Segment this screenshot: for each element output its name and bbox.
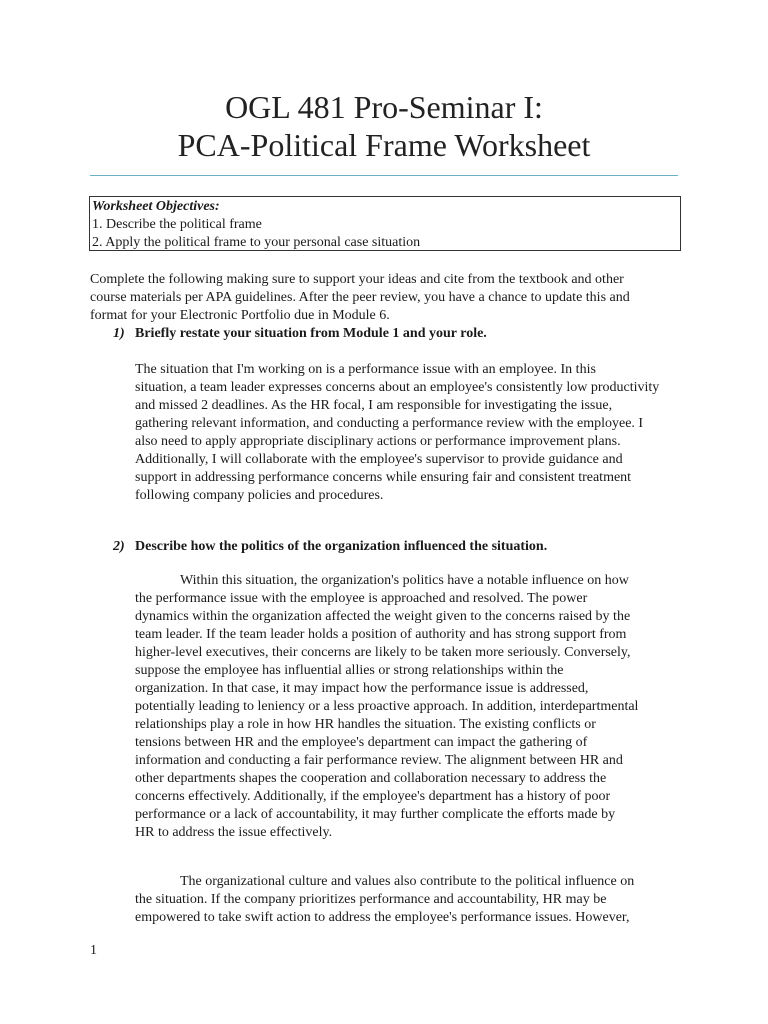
answer-line: following company policies and procedures. — [135, 488, 384, 503]
question-text: Describe how the politics of the organization influenced the situation. — [135, 539, 548, 554]
answer-line: other departments shapes the cooperation and collaboration necessary to address the — [135, 771, 607, 786]
question-text: Briefly restate your situation from Module 1 and your role. — [135, 326, 487, 341]
answer-line: dynamics within the organization affected the weight given to the concerns raised by the — [135, 609, 631, 624]
intro-line: Complete the following making sure to support your ideas and cite from the textbook and other — [90, 272, 624, 287]
answer-line: tensions between HR and the employee's department can impact the gathering of — [135, 735, 588, 750]
intro-line: course materials per APA guidelines. After the peer review, you have a chance to update this and — [90, 290, 630, 305]
question-number: 1) — [113, 326, 125, 341]
answer-line: also need to apply appropriate disciplinary actions or performance improvement plans. — [135, 434, 621, 449]
answer-line: The situation that I'm working on is a performance issue with an employee. In this — [135, 362, 596, 377]
intro-paragraph — [90, 271, 690, 325]
answer-line: potentially leading to leniency or a less proactive approach. In addition, interdepartmental — [135, 699, 639, 714]
title-divider — [90, 175, 678, 176]
answer-line: support in addressing performance concerns while ensuring fair and consistent treatment — [135, 470, 632, 485]
answer-line: the situation. If the company prioritizes performance and accountability, HR may be — [135, 892, 607, 907]
answer-line: information and conducting a fair performance review. The alignment between HR and — [135, 753, 623, 768]
answer-1 — [135, 361, 683, 505]
answer-line: gathering relevant information, and conducting a performance review with the employee. I — [135, 416, 644, 431]
answer-line: relationships play a role in how HR handles the situation. The existing conflicts or — [135, 717, 596, 732]
answer-line: HR to address the issue effectively. — [135, 825, 333, 840]
answer-line: situation, a team leader expresses concerns about an employee's consistently low productivity — [135, 380, 660, 395]
answer-line: Within this situation, the organization's politics have a notable influence on how — [180, 573, 629, 588]
answer-line: organization. In that case, it may impact how the performance issue is addressed, — [135, 681, 589, 696]
answer-line: The organizational culture and values also contribute to the political influence on — [180, 874, 635, 889]
question-1 — [113, 325, 487, 343]
objectives-heading: Worksheet Objectives: — [92, 199, 220, 214]
title-line-2: PCA-Political Frame Worksheet — [177, 127, 591, 163]
page-title — [90, 88, 678, 164]
answer-line: the performance issue with the employee is approached and resolved. The power — [135, 591, 588, 606]
objectives-box — [89, 196, 681, 251]
title-line-1: OGL 481 Pro-Seminar I: — [225, 89, 543, 125]
answer-line: concerns effectively. Additionally, if the employee's department has a history of poor — [135, 789, 611, 804]
answer-line: Additionally, I will collaborate with the employee's supervisor to provide guidance and — [135, 452, 623, 467]
intro-line: format for your Electronic Portfolio due in Module 6. — [90, 308, 390, 323]
answer-2-continued — [135, 873, 683, 927]
question-number: 2) — [113, 539, 125, 554]
objective-item: 2. Apply the political frame to your personal case situation — [92, 235, 421, 250]
answer-2 — [135, 572, 683, 842]
answer-line: team leader. If the team leader holds a position of authority and has strong support from — [135, 627, 627, 642]
question-2 — [113, 538, 547, 556]
objective-item: 1. Describe the political frame — [92, 217, 262, 232]
answer-line: and missed 2 deadlines. As the HR focal, I am responsible for investigating the issue, — [135, 398, 613, 413]
answer-line: higher-level executives, their concerns are likely to be taken more seriously. Conversely, — [135, 645, 631, 660]
answer-line: suppose the employee has influential allies or strong relationships within the — [135, 663, 564, 678]
answer-line: performance or a lack of accountability, it may further complicate the efforts made by — [135, 807, 616, 822]
answer-line: empowered to take swift action to address the employee's performance issues. However, — [135, 910, 630, 925]
page-number: 1 — [90, 943, 97, 958]
